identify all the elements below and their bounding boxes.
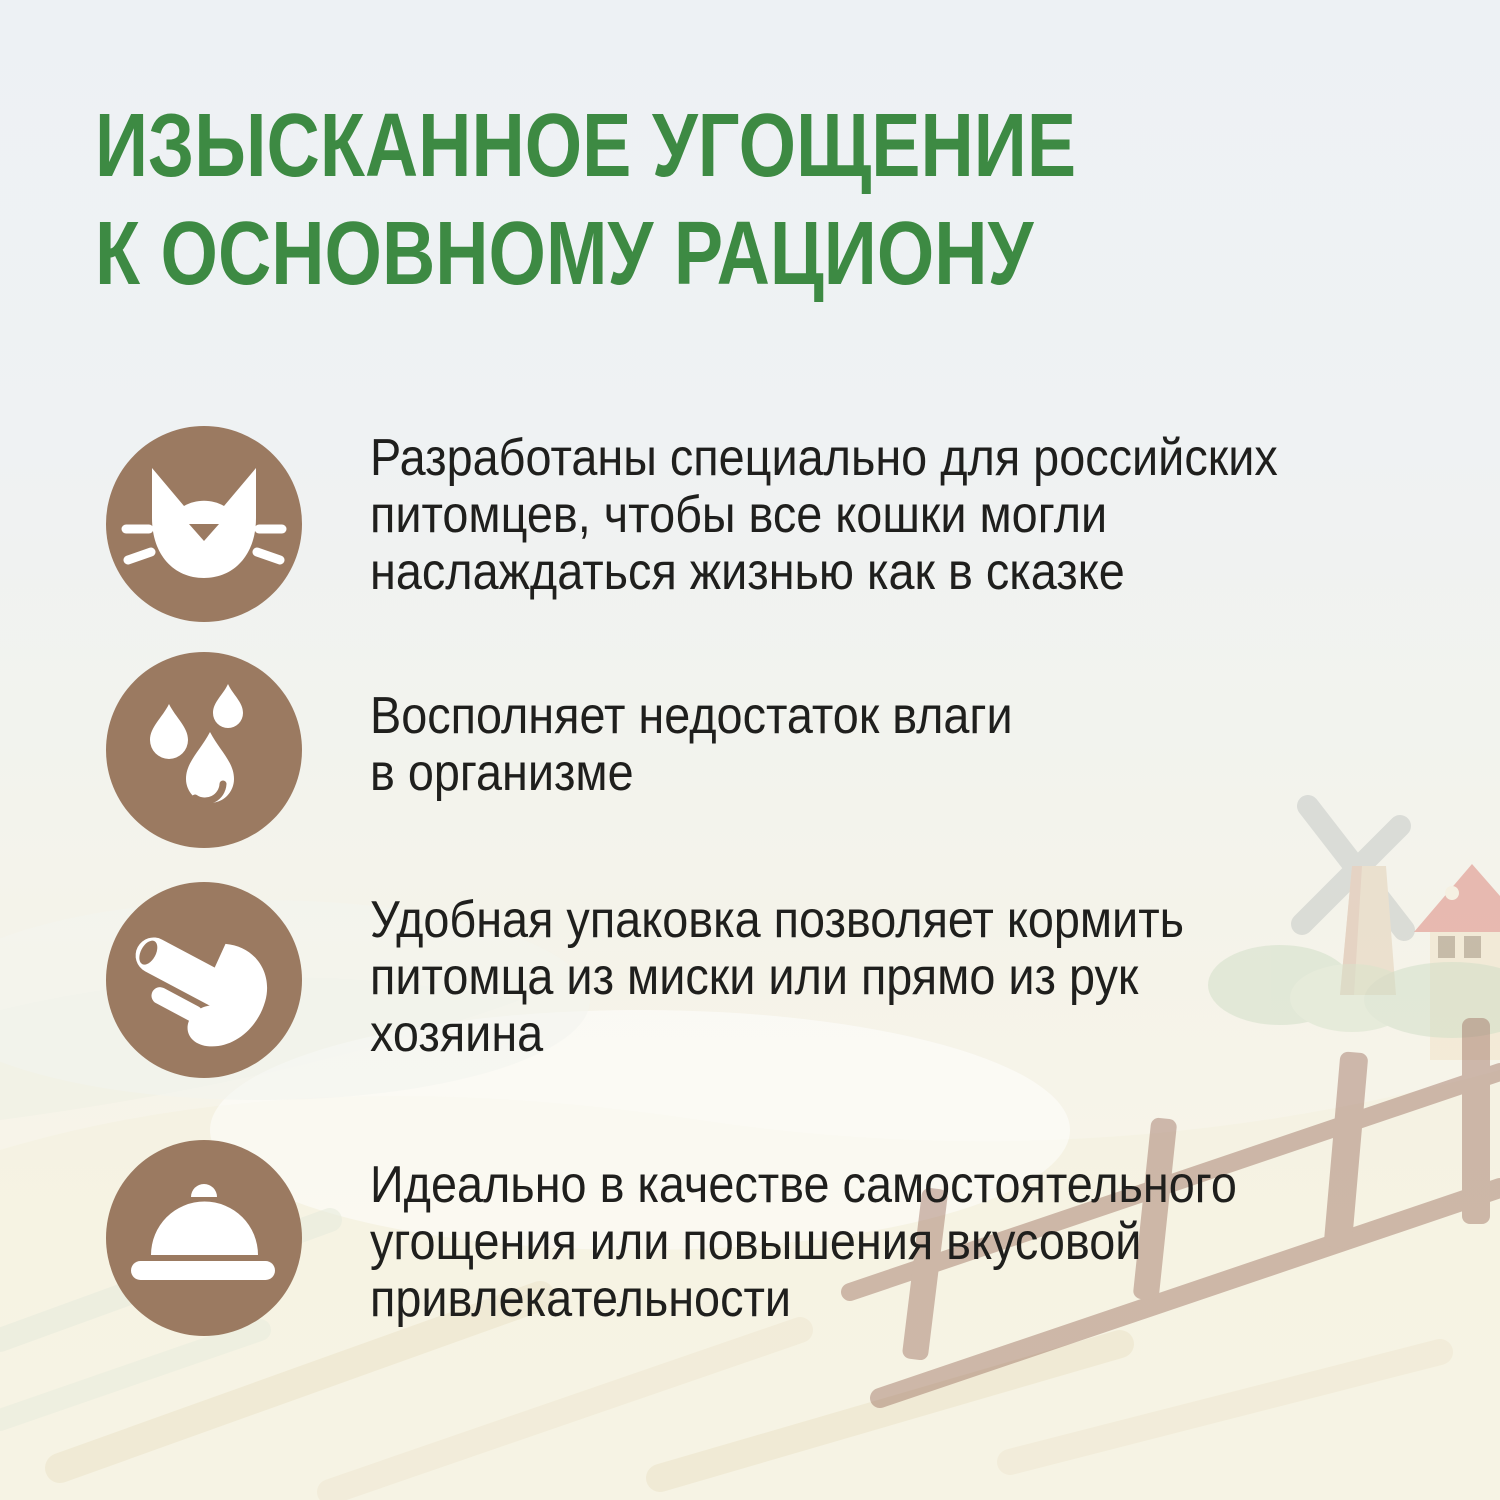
feature-text [370, 1157, 1237, 1328]
feature-row-standalone-treat [106, 1140, 1333, 1336]
feature-text-line: Разработаны специально для российских [370, 428, 1278, 487]
feature-text [370, 892, 1184, 1063]
feature-text-line: угощения или повышения вкусовой [370, 1212, 1142, 1271]
serving-cloche-icon [106, 1140, 302, 1336]
water-drops-icon [106, 652, 302, 848]
feature-text-line: питомцев, чтобы все кошки могли [370, 485, 1108, 544]
feature-text [370, 688, 1013, 802]
hand-feeding-treat-icon [106, 882, 302, 1078]
page-title-line-2: К ОСНОВНОМУ РАЦИОНУ [95, 204, 1034, 304]
feature-row-developed-for-russian-pets [106, 426, 1379, 622]
feature-text-line: Идеально в качестве самостоятельного [370, 1155, 1237, 1214]
page-title [95, 92, 1076, 308]
feature-text [370, 430, 1278, 601]
feature-text-line: привлекательности [370, 1269, 792, 1328]
feature-text-line: питомца из миски или прямо из рук [370, 947, 1139, 1006]
feature-text-line: наслаждаться жизнью как в сказке [370, 542, 1125, 601]
page-title-line-1: ИЗЫСКАННОЕ УГОЩЕНИЕ [95, 96, 1077, 196]
feature-text-line: хозяина [370, 1004, 544, 1063]
feature-text-line: в организме [370, 744, 634, 802]
feature-text-line: Удобная упаковка позволяет кормить [370, 890, 1185, 949]
cat-icon [106, 426, 302, 622]
feature-row-moisture [106, 652, 1084, 848]
feature-row-convenient-packaging [106, 882, 1274, 1078]
feature-text-line: Восполняет недостаток влаги [370, 687, 1013, 745]
